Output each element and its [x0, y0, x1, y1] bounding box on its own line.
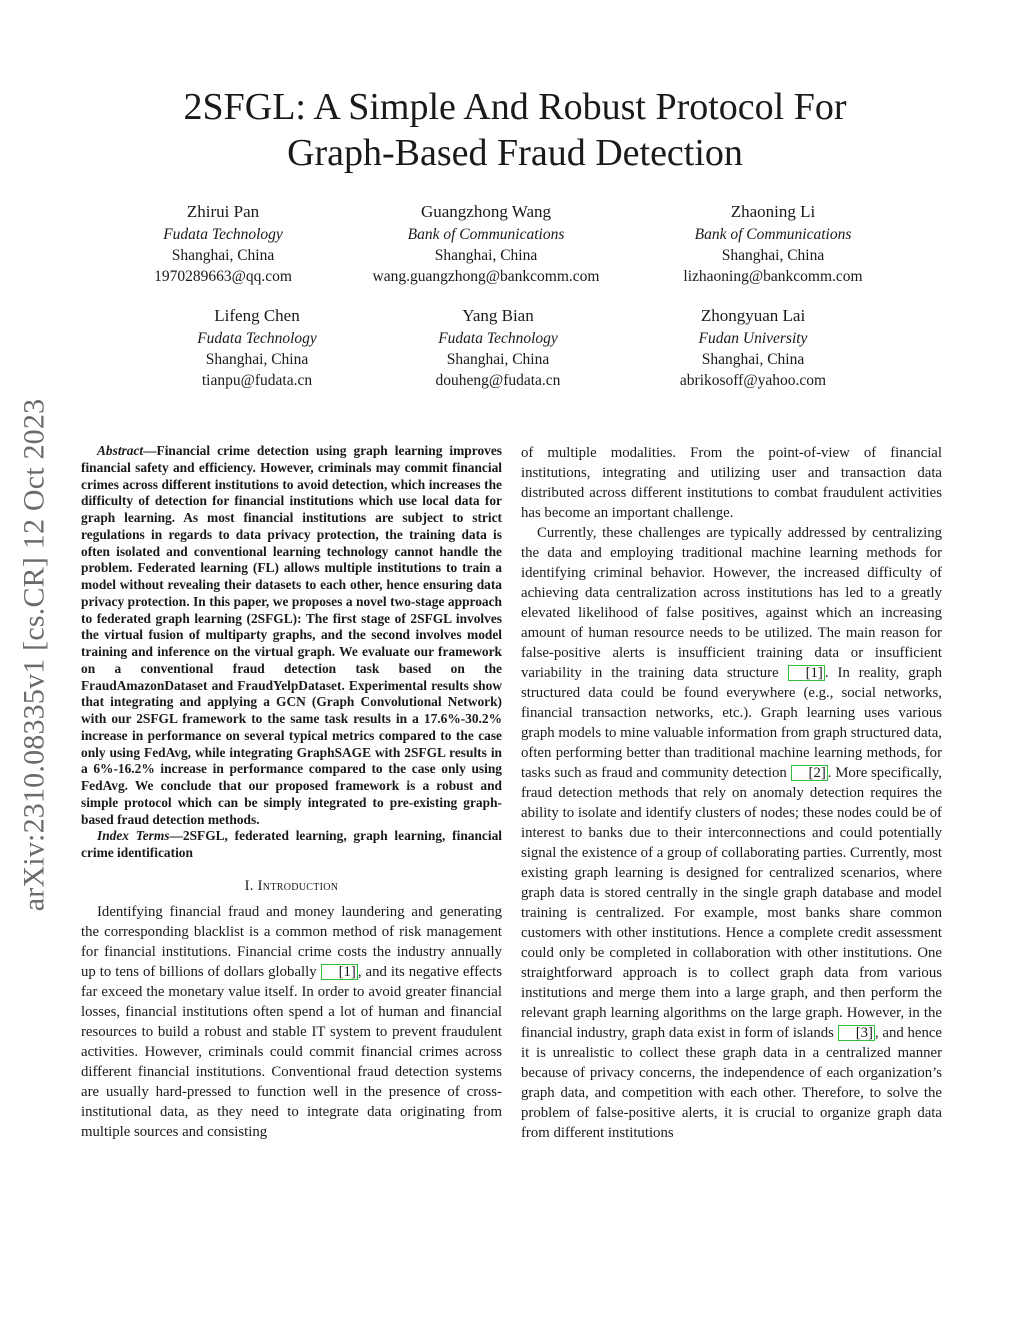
author-location: Shanghai, China: [446, 351, 550, 368]
author-location: Shanghai, China: [701, 351, 805, 368]
left-column: [81, 443, 502, 1142]
paragraph-text: Currently, these challenges are typically addressed by centralizing the data and employing traditional machine learning methods for identifying criminal behavior. However, the increased difficulty of achieving data centralization across institutions has led to a greatly elevated likelihood of false positives, against which an increasing amount of human resource needs to be utilized. The main reason for false-positive alerts is insufficient training data or insufficient variability in the training data structure: [521, 525, 942, 681]
abstract-text: —Financial crime detection using graph learning improves financial safety and efficiency. However, criminals may commit financial crimes across different institutions to avoid detection, which increases the difficulty of detection for financial institutions which use local data for graph learning. As most financial institutions are subject to strict regulations in regards to data privacy protection, the training data is often isolated and conventional learning technology cannot handle the problem. Federated learning (FL) allows multiple institutions to train a model without revealing their datasets to each other, hence ensuring data privacy protection. In this paper, we proposes a novel two-stage approach to federated graph learning (2SFGL): The first stage of 2SFGL involves the virtual fusion of multiparty graphs, and the second involves model training and inference on the virtual graph. We evaluate our framework on a conventional fraud detection task based on the FraudAmazonDataset and FraudYelpDataset. Experimental results show that integrating and applying a GCN (Graph Convolutional Network) with our 2SFGL framework to the same task results in a 17.6%-30.2% increase in performance on several typical metrics compared to the case only using FedAvg, while integrating GraphSAGE with 2SFGL results in a 6%-16.2% increase in performance compared to the case only using FedAvg. We conclude that our proposed framework is a robust and simple protocol which can be simply integrated to pre-existing graph-based fraud detection methods.: [81, 443, 502, 827]
author-name: Zhongyuan Lai: [700, 306, 806, 325]
index-terms-label: Index Terms: [97, 828, 170, 844]
paragraph-text: , and hence it is unrealistic to collect these graph data in a centralized manner because of privacy concerns, the independence of each organization’s graph data, and competition with each other. Therefore, to solve the problem of false-positive alerts, it is crucial to organize graph data from different institutions: [521, 1025, 943, 1141]
citation-link[interactable]: [1]: [321, 964, 358, 980]
citation-link[interactable]: [1]: [788, 665, 825, 681]
author-email: lizhaoning@bankcomm.com: [683, 268, 863, 285]
abstract-label: Abstract: [97, 443, 144, 458]
intro-paragraph-1-continued: [521, 443, 942, 523]
section-heading-introduction: [81, 876, 502, 896]
author-6: [623, 304, 883, 391]
paragraph-text: . In reality, graph structured data could be found everywhere (e.g., social networks, financial transaction networks, etc.). Graph learning uses various graph models to mine valuable information from graph structured data, often performing better than traditional machine learning methods, for tasks such as fraud and community detection: [521, 665, 942, 781]
citation-link[interactable]: [3]: [838, 1025, 875, 1041]
author-5: [368, 304, 628, 391]
abstract: [81, 443, 502, 828]
paper-title: [90, 84, 940, 176]
citation-link[interactable]: [2]: [791, 765, 828, 781]
title-line-1: 2SFGL: A Simple And Robust Protocol For: [183, 86, 847, 128]
author-name: Guangzhong Wang: [420, 202, 552, 221]
author-email: abrikosoff@yahoo.com: [679, 372, 827, 389]
author-affiliation: Fudata Technology: [438, 330, 558, 347]
author-name: Yang Bian: [462, 306, 534, 325]
arxiv-watermark: [2, 365, 66, 945]
index-terms-text: —2SFGL, federated learning, graph learning, financial crime identification: [81, 828, 502, 860]
author-affiliation: Fudata Technology: [197, 330, 317, 347]
author-location: Shanghai, China: [434, 247, 538, 264]
author-affiliation: Fudata Technology: [163, 226, 283, 243]
title-line-2: Graph-Based Fraud Detection: [287, 132, 743, 174]
paragraph-text: Identifying financial fraud and money laundering and generating the corresponding blacklist is a common method of risk management for financial institutions. Financial crime costs the industry annually up to tens of billions of dollars globally: [81, 903, 502, 980]
paragraph-text: of multiple modalities. From the point-of-view of financial institutions, integrating and utilizing user and transaction data distributed across different institutions to combat fraudulent activities has become an important challenge.: [521, 445, 942, 521]
author-email: tianpu@fudata.cn: [201, 372, 313, 389]
paragraph-text: , and its negative effects far exceed the monetary value itself. In order to avoid greater financial losses, financial institutions often spend a lot of human and financial resources to build a robust and stable IT system to prevent fraudulent activities. However, criminals could commit financial crimes across different financial institutions. Conventional fraud detection systems are usually hard-pressed to function well in the presence of cross-institutional data, as they need to integrate data originating from multiple sources and consisting: [81, 963, 502, 1140]
author-2: [356, 200, 616, 287]
author-email: 1970289663@qq.com: [154, 268, 292, 285]
author-name: Zhaoning Li: [730, 202, 816, 221]
author-email: wang.guangzhong@bankcomm.com: [372, 268, 600, 285]
right-column: [521, 443, 942, 1143]
author-4: [127, 304, 387, 391]
author-affiliation: Bank of Communications: [407, 226, 565, 243]
author-1: [93, 200, 353, 287]
arxiv-watermark-text: arXiv:2310.08335v1 [cs.CR] 12 Oct 2023: [17, 398, 51, 912]
paragraph-text: . More specifically, fraud detection methods that rely on anomaly detection requires the ability to isolate and identify clusters of nodes; these nodes could be of interest to banks due to their interconnections and could potentially signal the existence of a group of collaborating parties. Currently, most existing graph learning is designed for centralized scenarios, where graph data is stored centrally in the single graph database and model training is centralized. For example, most banks share common customers with other institutions. Hence a complete credit assessment could only be completed in collaboration with other institutions. One straightforward approach is to collect graph data from various institutions and merge them into a large graph, and then perform the relevant graph learning algorithms on the large graph. However, in the financial industry, graph data exist in form of islands: [521, 765, 942, 1041]
author-name: Zhirui Pan: [186, 202, 260, 221]
index-terms: [81, 828, 502, 862]
intro-paragraph-2: [521, 523, 942, 1143]
section-number: I.: [244, 877, 254, 894]
author-location: Shanghai, China: [721, 247, 825, 264]
author-email: douheng@fudata.cn: [435, 372, 561, 389]
author-affiliation: Fudan University: [698, 330, 808, 347]
author-3: [643, 200, 903, 287]
author-location: Shanghai, China: [205, 351, 309, 368]
intro-paragraph-1: [81, 902, 502, 1142]
author-affiliation: Bank of Communications: [694, 226, 852, 243]
author-location: Shanghai, China: [171, 247, 275, 264]
section-title: Introduction: [257, 877, 339, 894]
author-name: Lifeng Chen: [214, 306, 300, 325]
